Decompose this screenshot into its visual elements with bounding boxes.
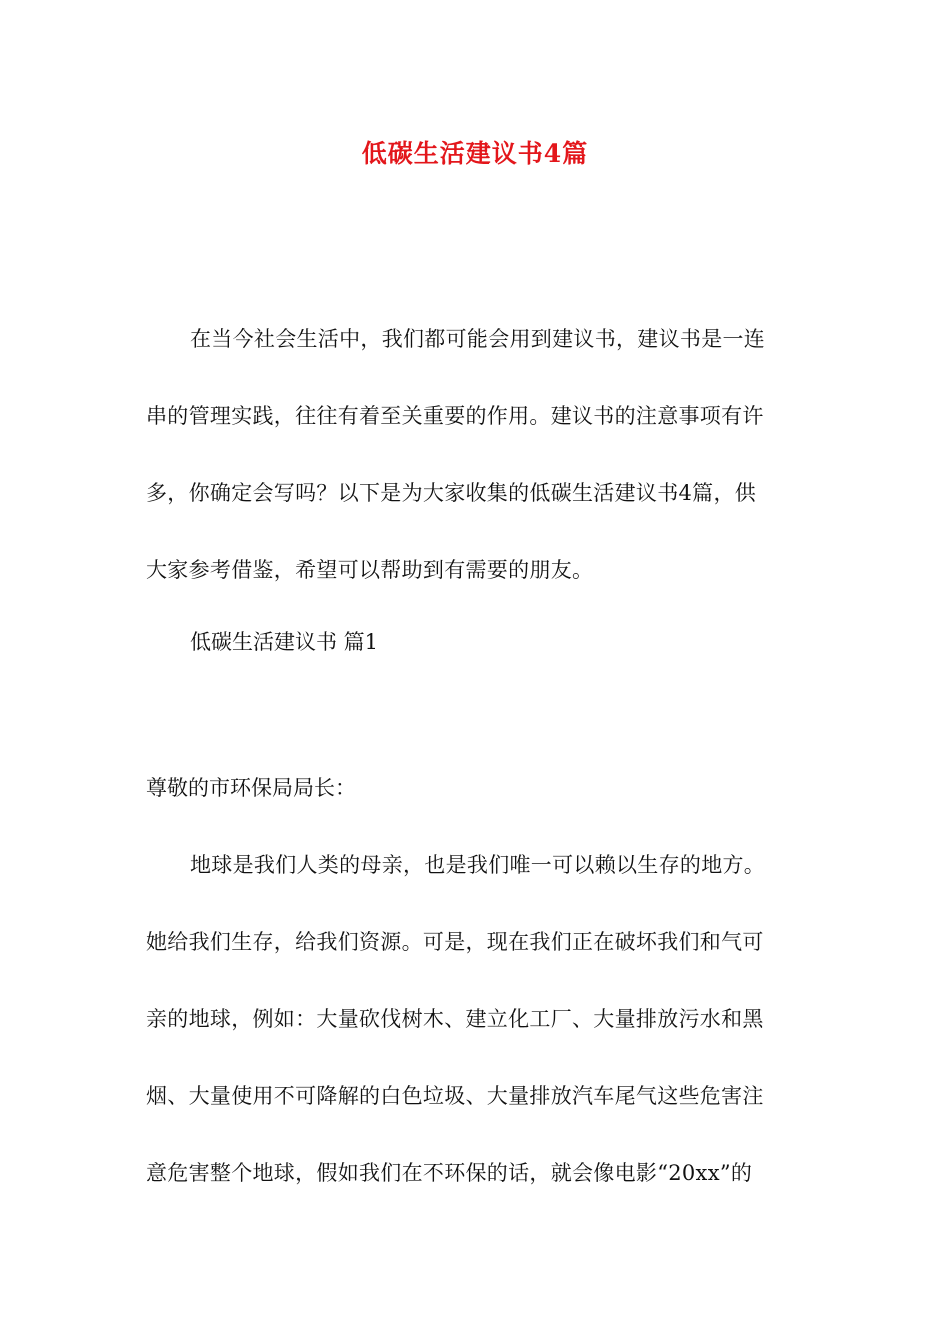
intro-paragraph	[146, 324, 810, 632]
intro-line: 在当今社会生活中，我们都可能会用到建议书，建议书是一连	[190, 327, 766, 351]
letter-line: 地球是我们人类的母亲，也是我们唯一可以赖以生存的地方。	[190, 853, 766, 877]
letter-line: 亲的地球，例如：大量砍伐树木、建立化工厂、大量排放污水和黑	[146, 1007, 764, 1031]
letter-salutation: 尊敬的市环保局局长：	[146, 776, 356, 800]
section-heading: 低碳生活建议书 篇1	[190, 630, 379, 654]
intro-line: 串的管理实践，往往有着至关重要的作用。建议书的注意事项有许	[146, 404, 764, 428]
intro-line: 多，你确定会写吗？以下是为大家收集的低碳生活建议书4篇，供	[146, 481, 757, 505]
letter-line: 烟、大量使用不可降解的白色垃圾、大量排放汽车尾气这些危害注	[146, 1084, 764, 1108]
letter-line: 她给我们生存，给我们资源。可是，现在我们正在破坏我们和气可	[146, 930, 764, 954]
document-title: 低碳生活建议书4篇	[361, 139, 589, 168]
letter-paragraph	[146, 850, 810, 1235]
intro-line: 大家参考借鉴，希望可以帮助到有需要的朋友。	[146, 558, 594, 582]
letter-line: 意危害整个地球，假如我们在不环保的话，就会像电影“20xx”的	[146, 1161, 753, 1185]
